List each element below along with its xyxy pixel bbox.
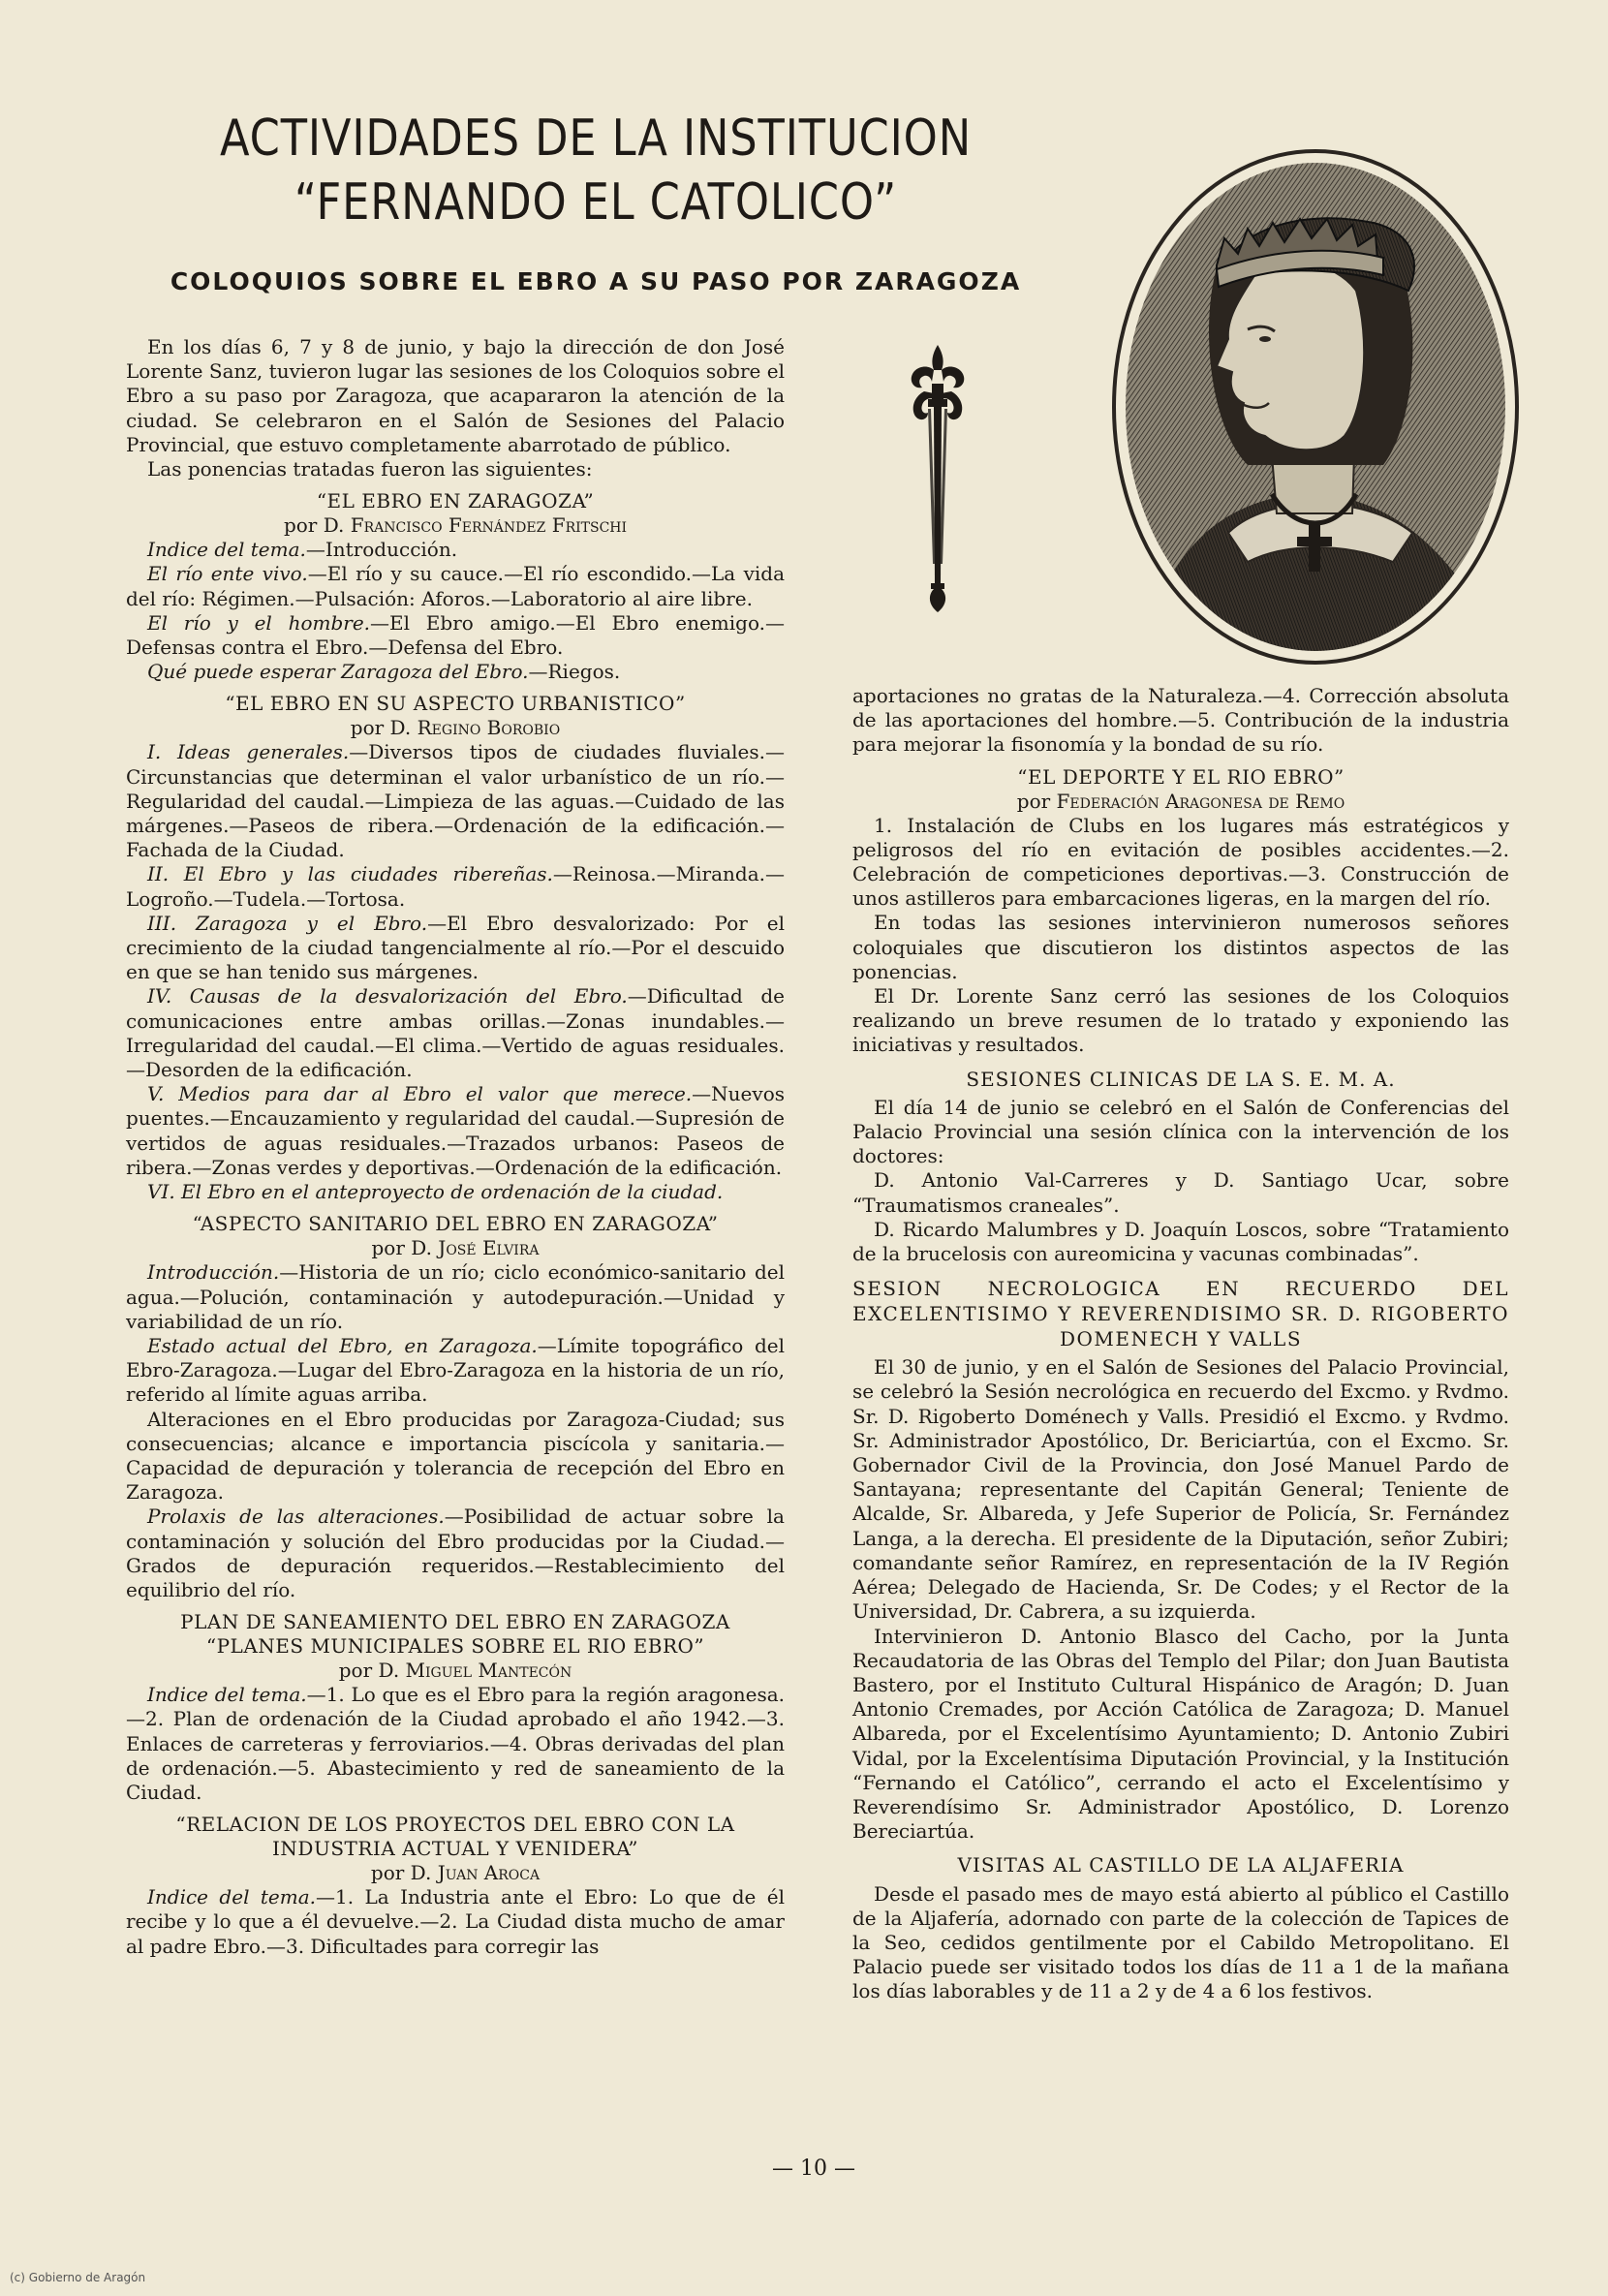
topic-text: —Dificultad de comunicaciones entre ambas orillas.—Zonas inundables.—Irregularidad del caudal.—El clima.—Vertido de aguas residuales.—Desorden de la edificación. (126, 984, 785, 1082)
ponencia-heading (126, 692, 785, 740)
title-line-1: ACTIVIDADES DE LA INSTITUCION (219, 109, 973, 168)
topic-item (126, 611, 785, 660)
topic-text: —Diversos tipos de ciudades fluviales.—Circunstancias que determinan el valor urbanístico de un río.—Regularidad del caudal.—Limpieza de las aguas.—Cuidado de las márgenes.—Paseos de ribera.—Ordenación de la edificación.—Fachada de la Ciudad. (126, 740, 785, 862)
topic-item (126, 1180, 785, 1204)
left-column (126, 335, 785, 1959)
topic-lead: IV. Causas de la desvalorización del Ebro. (147, 984, 628, 1008)
ponencia-title: “ASPECTO SANITARIO DEL EBRO EN ZARAGOZA” (192, 1212, 719, 1236)
topic-lead: Estado actual del Ebro, en Zaragoza. (147, 1333, 538, 1357)
topic-text: —Historia de un río; ciclo económico-sanitario del agua.—Polución, contaminación y autodepuración.—Unidad y variabilidad de un río. (126, 1260, 785, 1333)
section-heading: VISITAS AL CASTILLO DE LA ALJAFERIA (957, 1853, 1405, 1877)
topic-item (126, 538, 785, 562)
topic-text: —Nuevos puentes.—Encauzamiento y regularidad del caudal.—Supresión de vertidos de aguas residuales.—Trazados urbanos: Paseos de ribera.—Zonas verdes y deportivas.—Ordenación de la edificación. (126, 1082, 785, 1179)
topic-lead: V. Medios para dar al Ebro el valor que merece. (147, 1082, 693, 1106)
ponencia-heading (126, 489, 785, 538)
page-title (208, 107, 983, 234)
topic-item (126, 660, 785, 684)
topic-text: —El Ebro amigo.—El Ebro enemigo.—Defensas contra el Ebro.—Defensa del Ebro. (126, 610, 785, 660)
topic-item (126, 1082, 785, 1180)
topic-text: —El río y su cauce.—El río escondido.—La vida del río: Régimen.—Pulsación: Aforos.—Laboratorio al aire libre. (126, 562, 785, 610)
section-heading: SESION NECROLOGICA EN RECUERDO DEL EXCELENTISIMO Y REVERENDISIMO SR. D. RIGOBERTO DOMENECH Y VALLS (852, 1277, 1509, 1351)
topic-item (126, 1334, 785, 1408)
body-paragraph: Intervinieron D. Antonio Blasco del Cacho, por la Junta Recaudatoria de las Obras del Templo del Pilar; don Juan Bautista Bastero, por el Instituto Cultural Hispánico de Aragón; D. Juan Antonio Cremades, por Acción Católica de Zaragoza; D. Manuel Albareda, por el Excelentísimo Ayuntamiento; D. Antonio Zubiri Vidal, por la Excelentísima Diputación Provincial, y la Institución “Fernando el Católico”, cerrando el acto el Excelentísimo y Reverendísimo Sr. Administrador Apostólico, D. Lorenzo Bereciartúa. (852, 1624, 1509, 1844)
topic-lead: Indice del tema. (147, 1683, 307, 1707)
topic-lead: Introducción. (147, 1260, 280, 1285)
topic-text: —1. Lo que es el Ebro para la región aragonesa.—2. Plan de ordenación de la Ciudad aprobado el año 1942.—3. Enlaces de carreteras y ferroviarios.—4. Obras derivadas del plan de ordenación.—5. Abastecimiento y red de saneamiento de la Ciudad. (126, 1683, 786, 1804)
topic-lead: El río y el hombre. (147, 610, 371, 635)
ponencia-heading (126, 1813, 785, 1885)
topic-text: —1. La Industria ante el Ebro: Lo que de él recibe y lo que a él devuelve.—2. La Ciudad dista mucho de amar al padre Ebro.—3. Dificultades para corregir las (126, 1885, 786, 1958)
topic-lead: Indice del tema. (147, 1885, 316, 1909)
topic-lead: III. Zaragoza y el Ebro. (147, 911, 428, 935)
topic-lead: Indice del tema. (147, 538, 306, 562)
topic-item (126, 1408, 785, 1505)
author-prefix: por D. (350, 716, 412, 740)
topic-text: —Introducción. (305, 538, 458, 562)
article-subtitle: COLOQUIOS SOBRE EL EBRO A SU PASO POR ZARAGOZA (170, 267, 1022, 295)
ponencia-heading (852, 765, 1509, 814)
ponencia-title: PLAN DE SANEAMIENTO DEL EBRO EN ZARAGOZA (180, 1610, 730, 1634)
body-paragraph: 1. Instalación de Clubs en los lugares más estratégicos y peligrosos del río en evitación de posibles accidentes.—2. Celebración de competiciones deportivas.—3. Construcción de unos astilleros para embarcaciones ligeras, en la margen del río. (852, 813, 1509, 911)
ponencia-title-2: “PLANES MUNICIPALES SOBRE EL RIO EBRO” (205, 1634, 705, 1659)
topic-lead: VI. El Ebro en el anteproyecto de ordenación de la ciudad. (147, 1180, 724, 1204)
title-line-2: “FERNANDO EL CATOLICO” (294, 173, 898, 232)
ponencia-heading (126, 1610, 785, 1683)
author-name: Federación Aragonesa de Remo (1056, 789, 1345, 813)
ponencia-author (126, 1659, 785, 1683)
author-prefix: por D. (338, 1659, 400, 1683)
fleur-ornament-icon (899, 341, 976, 622)
copyright-credit: (c) Gobierno de Aragón (10, 2271, 146, 2284)
topic-text: —Posibilidad de actuar sobre la contaminación y solución del Ebro producidas por la Ciudad.—Grados de depuración requeridos.—Restablecimiento del equilibrio del río. (126, 1505, 785, 1601)
topic-item (126, 984, 785, 1082)
topic-item (126, 740, 785, 862)
ponencia-author (852, 790, 1509, 814)
ponencia-author (126, 1861, 785, 1885)
topic-item (126, 912, 785, 985)
ponencia-heading (126, 1212, 785, 1260)
continued-paragraph: aportaciones no gratas de la Naturaleza.—4. Corrección absoluta de las aportaciones del hombre.—5. Contribución de la industria para mejorar la fisonomía y la bondad de su río. (852, 684, 1509, 757)
topic-lead: II. El Ebro y las ciudades ribereñas. (147, 862, 553, 886)
ponencia-title: “RELACION DE LOS PROYECTOS DEL EBRO CON LA INDUSTRIA ACTUAL Y VENIDERA” (175, 1813, 735, 1861)
author-name: Miguel Mantecón (405, 1659, 572, 1683)
topic-text: —El Ebro desvalorizado: Por el crecimiento de la ciudad tangencialmente al río.—Por el descuido en que se han tenido sus márgenes. (126, 911, 785, 984)
author-prefix: por D. (371, 1236, 432, 1260)
topic-item (126, 1505, 785, 1602)
ponencia-title: “EL EBRO EN SU ASPECTO URBANISTICO” (225, 692, 686, 716)
author-name: Regino Borobio (417, 716, 561, 740)
ponencia-title: “EL EBRO EN ZARAGOZA” (316, 489, 595, 513)
topic-item (126, 1885, 785, 1959)
ponencia-author (126, 716, 785, 740)
topic-text: Alteraciones en el Ebro producidas por Zaragoza-Ciudad; sus consecuencias; alcance e importancia piscícola y sanitaria.—Capacidad de depuración y tolerancia de recepción del Ebro en Zaragoza. (126, 1407, 785, 1505)
body-paragraph: El Dr. Lorente Sanz cerró las sesiones de los Coloquios realizando un breve resumen de lo tratado y exponiendo las iniciativas y resultados. (852, 984, 1509, 1057)
king-portrait-medallion (1102, 145, 1529, 668)
topic-item (126, 1683, 785, 1805)
body-paragraph: El 30 de junio, y en el Salón de Sesiones del Palacio Provincial, se celebró la Sesión necrológica en recuerdo del Excmo. y Rvdmo. Sr. D. Rigoberto Doménech y Valls. Presidió el Excmo. y Rvdmo. Sr. Administrador Apostólico, Dr. Bericiartúa, con el Excmo. Sr. Gobernador Civil de la Provincia, don José Manuel Pardo de Santayana; representante del Capitán General; Teniente de Alcalde, Sr. Albareda, y Jefe Superior de Policía, Sr. Fernández Langa, a la derecha. El presidente de la Diputación, señor Zubiri; comandante señor Ramírez, en representación de la IV Región Aérea; Delegado de Hacienda, Sr. De Codes; y el Rector de la Universidad, Dr. Cabrera, a su izquierda. (852, 1355, 1509, 1624)
author-name: José Elvira (438, 1236, 540, 1260)
page-number: — 10 — (772, 2156, 855, 2181)
topic-text: —Límite topográfico del Ebro-Zaragoza.—Lugar del Ebro-Zaragoza en la historia de un río, referido al límite aguas arriba. (126, 1333, 786, 1407)
author-name: Francisco Fernández Fritschi (350, 513, 628, 538)
author-prefix: por D. (283, 513, 345, 538)
topic-item (126, 862, 785, 911)
section-heading: SESIONES CLINICAS DE LA S. E. M. A. (966, 1067, 1396, 1091)
topic-text: —Riegos. (528, 660, 621, 684)
intro-paragraph: En los días 6, 7 y 8 de junio, y bajo la dirección de don José Lorente Sanz, tuvieron lugar las sesiones de los Coloquios sobre el Ebro a su paso por Zaragoza, que acapararon la atención de la ciudad. Se celebraron en el Salón de Sesiones del Palacio Provincial, que estuvo completamente abarrotado de público. (126, 335, 785, 456)
topic-lead: Qué puede esperar Zaragoza del Ebro. (147, 660, 529, 684)
ponencia-title: “EL DEPORTE Y EL RIO EBRO” (1017, 764, 1345, 789)
right-column (852, 684, 1509, 2004)
topic-lead: El río ente vivo. (147, 562, 308, 586)
body-paragraph: Desde el pasado mes de mayo está abierto al público el Castillo de la Aljafería, adornado con parte de la colección de Tapices de la Seo, cedidos gentilmente por el Cabildo Metropolitano. El Palacio puede ser visitado todos los días de 11 a 1 de la mañana los días laborables y de 11 a 2 y de 4 a 6 los festivos. (852, 1881, 1509, 2003)
topic-lead: I. Ideas generales. (147, 740, 350, 764)
body-paragraph: El día 14 de junio se celebró en el Salón de Conferencias del Palacio Provincial una sesión clínica con la intervención de los doctores: (852, 1095, 1509, 1168)
author-name: Juan Aroca (437, 1861, 541, 1885)
ponencia-author (126, 1236, 785, 1260)
body-paragraph: D. Antonio Val-Carreres y D. Santiago Ucar, sobre “Traumatismos craneales”. (852, 1168, 1509, 1217)
body-paragraph: D. Ricardo Malumbres y D. Joaquín Loscos, sobre “Tratamiento de la brucelosis con aureomicina y vacunas combinadas”. (852, 1217, 1509, 1266)
topic-text: —Reinosa.—Miranda.—Logroño.—Tudela.—Tortosa. (126, 862, 785, 911)
topic-item (126, 1260, 785, 1334)
intro-paragraph: Las ponencias tratadas fueron las siguientes: (147, 457, 593, 481)
author-prefix: por D. (370, 1861, 432, 1885)
body-paragraph: En todas las sesiones intervinieron numerosos señores coloquiales que discutieron los distintos aspectos de las ponencias. (852, 911, 1509, 983)
topic-lead: Prolaxis de las alteraciones. (147, 1505, 445, 1529)
topic-item (126, 562, 785, 610)
author-prefix: por (1016, 789, 1051, 813)
ponencia-author (126, 513, 785, 538)
